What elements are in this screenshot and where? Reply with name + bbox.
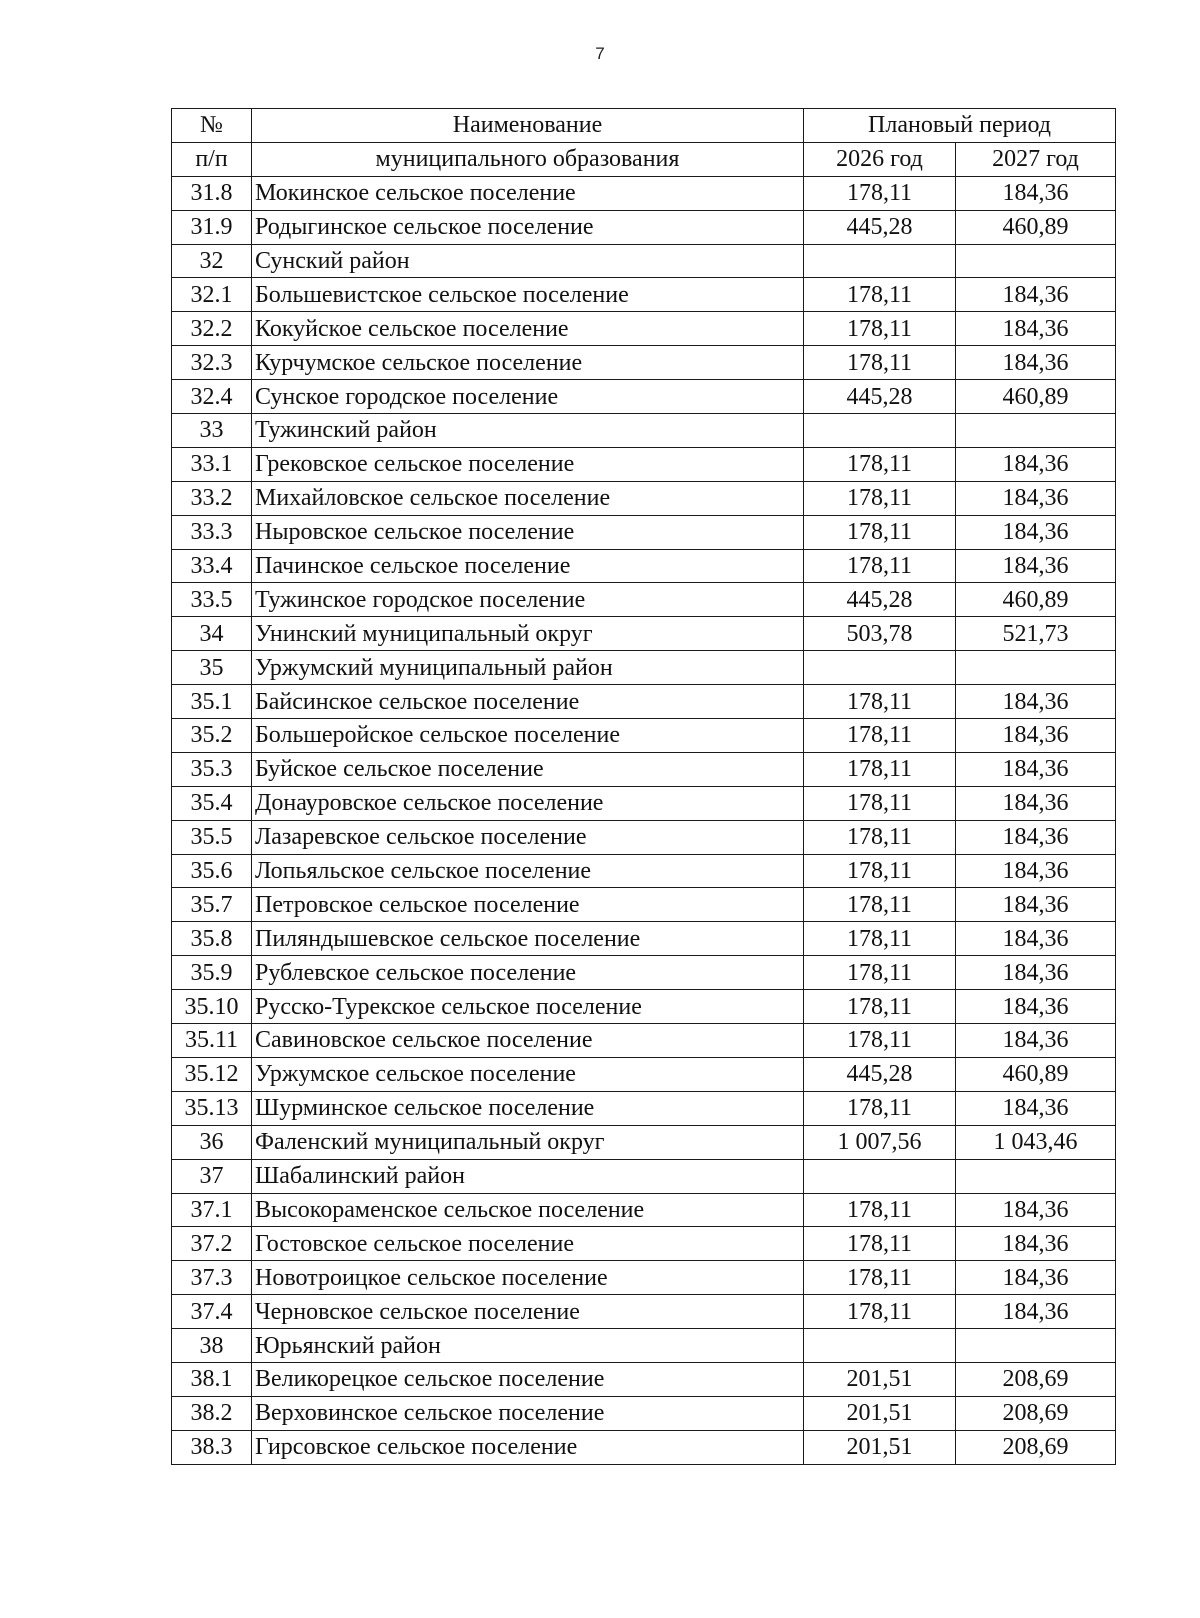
table-row bbox=[172, 922, 1116, 956]
table-row bbox=[172, 888, 1116, 922]
row-number: 33.4 bbox=[172, 549, 252, 583]
row-value-2026: 503,78 bbox=[804, 617, 956, 651]
row-number: 32.4 bbox=[172, 380, 252, 414]
row-value-2026: 178,11 bbox=[804, 1261, 956, 1295]
row-name: Гирсовское сельское поселение bbox=[252, 1430, 804, 1464]
row-value-2027: 184,36 bbox=[956, 820, 1116, 854]
row-value-2026: 201,51 bbox=[804, 1362, 956, 1396]
row-value-2026: 178,11 bbox=[804, 922, 956, 956]
header-year-2026-label: 2026 год bbox=[836, 146, 923, 173]
row-number: 38.1 bbox=[172, 1362, 252, 1396]
row-value-2027: 208,69 bbox=[956, 1362, 1116, 1396]
table-row bbox=[172, 1362, 1116, 1396]
header-name-cell bbox=[252, 109, 804, 143]
row-value-2027 bbox=[956, 414, 1116, 448]
row-name: Савиновское сельское поселение bbox=[252, 1024, 804, 1058]
row-number: 36 bbox=[172, 1125, 252, 1159]
row-number: 32.1 bbox=[172, 278, 252, 312]
table-row bbox=[172, 1261, 1116, 1295]
row-value-2027: 184,36 bbox=[956, 786, 1116, 820]
row-number: 33.5 bbox=[172, 583, 252, 617]
row-value-2027: 184,36 bbox=[956, 990, 1116, 1024]
row-number: 33.1 bbox=[172, 447, 252, 481]
table-row bbox=[172, 481, 1116, 515]
row-number: 34 bbox=[172, 617, 252, 651]
row-value-2026: 178,11 bbox=[804, 854, 956, 888]
table-row bbox=[172, 956, 1116, 990]
row-name: Верховинское сельское поселение bbox=[252, 1396, 804, 1430]
table-row bbox=[172, 176, 1116, 210]
row-value-2027 bbox=[956, 1159, 1116, 1193]
row-number: 38 bbox=[172, 1329, 252, 1363]
header-period-cell bbox=[804, 109, 1116, 143]
row-value-2026 bbox=[804, 1329, 956, 1363]
row-name: Большевистское сельское поселение bbox=[252, 278, 804, 312]
page-number: 7 bbox=[595, 44, 605, 63]
table-row bbox=[172, 651, 1116, 685]
header-year-2026 bbox=[804, 142, 956, 176]
row-value-2026: 178,11 bbox=[804, 956, 956, 990]
row-name: Лопьяльское сельское поселение bbox=[252, 854, 804, 888]
row-value-2026 bbox=[804, 1159, 956, 1193]
row-value-2027: 184,36 bbox=[956, 312, 1116, 346]
row-number: 35.13 bbox=[172, 1091, 252, 1125]
row-name: Петровское сельское поселение bbox=[252, 888, 804, 922]
row-number: 33 bbox=[172, 414, 252, 448]
table-row bbox=[172, 786, 1116, 820]
row-value-2026: 178,11 bbox=[804, 176, 956, 210]
table-row bbox=[172, 1057, 1116, 1091]
table-row bbox=[172, 278, 1116, 312]
row-number: 35.2 bbox=[172, 719, 252, 753]
row-name: Черновское сельское поселение bbox=[252, 1295, 804, 1329]
row-name: Донауровское сельское поселение bbox=[252, 786, 804, 820]
table-row bbox=[172, 1227, 1116, 1261]
row-value-2027: 460,89 bbox=[956, 583, 1116, 617]
row-value-2026: 178,11 bbox=[804, 481, 956, 515]
row-name: Михайловское сельское поселение bbox=[252, 481, 804, 515]
row-number: 35.10 bbox=[172, 990, 252, 1024]
row-number: 35.1 bbox=[172, 685, 252, 719]
row-value-2026: 178,11 bbox=[804, 515, 956, 549]
header-name-cell-2 bbox=[252, 142, 804, 176]
row-number: 35.12 bbox=[172, 1057, 252, 1091]
row-name: Грековское сельское поселение bbox=[252, 447, 804, 481]
row-name: Уржумское сельское поселение bbox=[252, 1057, 804, 1091]
row-value-2026: 178,11 bbox=[804, 346, 956, 380]
table-row bbox=[172, 346, 1116, 380]
row-number: 32.2 bbox=[172, 312, 252, 346]
row-value-2026: 178,11 bbox=[804, 549, 956, 583]
row-name: Шурминское сельское поселение bbox=[252, 1091, 804, 1125]
row-value-2027: 184,36 bbox=[956, 1261, 1116, 1295]
row-number: 31.8 bbox=[172, 176, 252, 210]
row-name: Тужинский район bbox=[252, 414, 804, 448]
row-name: Сунский район bbox=[252, 244, 804, 278]
row-number: 35.11 bbox=[172, 1024, 252, 1058]
table-row bbox=[172, 820, 1116, 854]
row-value-2027: 184,36 bbox=[956, 922, 1116, 956]
row-number: 35.8 bbox=[172, 922, 252, 956]
row-name: Русско-Турекское сельское поселение bbox=[252, 990, 804, 1024]
row-name: Кокуйское сельское поселение bbox=[252, 312, 804, 346]
row-name: Мокинское сельское поселение bbox=[252, 176, 804, 210]
row-value-2027: 1 043,46 bbox=[956, 1125, 1116, 1159]
row-value-2026: 201,51 bbox=[804, 1396, 956, 1430]
row-value-2027: 184,36 bbox=[956, 1024, 1116, 1058]
table-header bbox=[172, 109, 1116, 177]
table-row bbox=[172, 380, 1116, 414]
row-value-2026: 445,28 bbox=[804, 380, 956, 414]
row-value-2026: 178,11 bbox=[804, 312, 956, 346]
row-value-2027: 184,36 bbox=[956, 1091, 1116, 1125]
table-row bbox=[172, 1193, 1116, 1227]
row-value-2026: 178,11 bbox=[804, 278, 956, 312]
row-name: Рублевское сельское поселение bbox=[252, 956, 804, 990]
table-row bbox=[172, 719, 1116, 753]
row-value-2027 bbox=[956, 651, 1116, 685]
row-value-2027: 184,36 bbox=[956, 515, 1116, 549]
header-num-label: № bbox=[200, 112, 223, 139]
row-number: 35.5 bbox=[172, 820, 252, 854]
row-name: Великорецкое сельское поселение bbox=[252, 1362, 804, 1396]
table-row bbox=[172, 1396, 1116, 1430]
row-value-2026: 178,11 bbox=[804, 1091, 956, 1125]
header-num-cell bbox=[172, 109, 252, 143]
row-value-2027: 184,36 bbox=[956, 481, 1116, 515]
row-value-2027: 208,69 bbox=[956, 1430, 1116, 1464]
row-value-2026: 178,11 bbox=[804, 820, 956, 854]
row-value-2027: 184,36 bbox=[956, 1295, 1116, 1329]
row-value-2026: 178,11 bbox=[804, 786, 956, 820]
row-name: Тужинское городское поселение bbox=[252, 583, 804, 617]
row-name: Новотроицкое сельское поселение bbox=[252, 1261, 804, 1295]
row-value-2027: 184,36 bbox=[956, 956, 1116, 990]
table-row bbox=[172, 210, 1116, 244]
header-name-label: Наименование bbox=[452, 112, 603, 139]
row-value-2026: 178,11 bbox=[804, 888, 956, 922]
row-value-2026: 178,11 bbox=[804, 1024, 956, 1058]
row-value-2026 bbox=[804, 414, 956, 448]
row-name: Большеройское сельское поселение bbox=[252, 719, 804, 753]
table-row bbox=[172, 312, 1116, 346]
row-name: Пачинское сельское поселение bbox=[252, 549, 804, 583]
row-value-2027: 184,36 bbox=[956, 752, 1116, 786]
row-value-2026: 178,11 bbox=[804, 447, 956, 481]
allocation-table bbox=[171, 108, 1116, 1465]
row-name: Уржумский муниципальный район bbox=[252, 651, 804, 685]
row-value-2027: 184,36 bbox=[956, 176, 1116, 210]
table-row bbox=[172, 990, 1116, 1024]
row-number: 38.3 bbox=[172, 1430, 252, 1464]
row-name: Гостовское сельское поселение bbox=[252, 1227, 804, 1261]
row-value-2027: 184,36 bbox=[956, 1227, 1116, 1261]
row-value-2026: 178,11 bbox=[804, 1193, 956, 1227]
table-row bbox=[172, 1125, 1116, 1159]
row-number: 32.3 bbox=[172, 346, 252, 380]
row-value-2026: 178,11 bbox=[804, 719, 956, 753]
row-value-2027: 208,69 bbox=[956, 1396, 1116, 1430]
row-number: 37.3 bbox=[172, 1261, 252, 1295]
row-number: 31.9 bbox=[172, 210, 252, 244]
row-number: 35.6 bbox=[172, 854, 252, 888]
row-name: Буйское сельское поселение bbox=[252, 752, 804, 786]
header-year-2027 bbox=[956, 142, 1116, 176]
row-number: 37.4 bbox=[172, 1295, 252, 1329]
table-body bbox=[172, 176, 1116, 1464]
table-row bbox=[172, 549, 1116, 583]
header-num-cell-2 bbox=[172, 142, 252, 176]
row-number: 35.3 bbox=[172, 752, 252, 786]
row-number: 37.1 bbox=[172, 1193, 252, 1227]
row-value-2027: 184,36 bbox=[956, 854, 1116, 888]
table-row bbox=[172, 1295, 1116, 1329]
row-value-2027: 521,73 bbox=[956, 617, 1116, 651]
row-number: 33.2 bbox=[172, 481, 252, 515]
row-name: Пиляндышевское сельское поселение bbox=[252, 922, 804, 956]
row-value-2026 bbox=[804, 244, 956, 278]
row-name: Фаленский муниципальный округ bbox=[252, 1125, 804, 1159]
table-row bbox=[172, 1091, 1116, 1125]
row-name: Юрьянский район bbox=[252, 1329, 804, 1363]
row-value-2027: 184,36 bbox=[956, 278, 1116, 312]
row-number: 35.7 bbox=[172, 888, 252, 922]
table-row bbox=[172, 1159, 1116, 1193]
row-value-2026: 178,11 bbox=[804, 990, 956, 1024]
row-name: Родыгинское сельское поселение bbox=[252, 210, 804, 244]
row-value-2027: 460,89 bbox=[956, 1057, 1116, 1091]
row-value-2027: 184,36 bbox=[956, 346, 1116, 380]
table-row bbox=[172, 685, 1116, 719]
row-number: 35.4 bbox=[172, 786, 252, 820]
row-value-2027: 184,36 bbox=[956, 447, 1116, 481]
row-value-2027: 184,36 bbox=[956, 888, 1116, 922]
row-number: 37 bbox=[172, 1159, 252, 1193]
row-value-2026 bbox=[804, 651, 956, 685]
row-name: Высокораменское сельское поселение bbox=[252, 1193, 804, 1227]
table-row bbox=[172, 854, 1116, 888]
table-row bbox=[172, 617, 1116, 651]
header-name-label-2: муниципального образования bbox=[375, 146, 680, 173]
row-value-2027: 184,36 bbox=[956, 685, 1116, 719]
row-value-2027: 184,36 bbox=[956, 719, 1116, 753]
row-value-2026: 178,11 bbox=[804, 752, 956, 786]
table-row bbox=[172, 1430, 1116, 1464]
row-value-2027 bbox=[956, 1329, 1116, 1363]
row-name: Сунское городское поселение bbox=[252, 380, 804, 414]
row-name: Лазаревское сельское поселение bbox=[252, 820, 804, 854]
table-row bbox=[172, 583, 1116, 617]
row-value-2026: 178,11 bbox=[804, 1227, 956, 1261]
row-value-2027: 460,89 bbox=[956, 210, 1116, 244]
row-value-2027: 184,36 bbox=[956, 549, 1116, 583]
table-row bbox=[172, 1024, 1116, 1058]
row-number: 33.3 bbox=[172, 515, 252, 549]
header-period-label: Плановый период bbox=[868, 112, 1051, 139]
table-row bbox=[172, 414, 1116, 448]
row-value-2027: 460,89 bbox=[956, 380, 1116, 414]
row-name: Унинский муниципальный округ bbox=[252, 617, 804, 651]
header-num-label-2: п/п bbox=[195, 146, 228, 173]
table-row bbox=[172, 515, 1116, 549]
row-name: Шабалинский район bbox=[252, 1159, 804, 1193]
row-name: Курчумское сельское поселение bbox=[252, 346, 804, 380]
table-row bbox=[172, 1329, 1116, 1363]
row-value-2026: 445,28 bbox=[804, 1057, 956, 1091]
table-row bbox=[172, 752, 1116, 786]
table-row bbox=[172, 244, 1116, 278]
row-value-2027 bbox=[956, 244, 1116, 278]
row-number: 38.2 bbox=[172, 1396, 252, 1430]
row-value-2026: 201,51 bbox=[804, 1430, 956, 1464]
row-name: Байсинское сельское поселение bbox=[252, 685, 804, 719]
row-number: 32 bbox=[172, 244, 252, 278]
row-value-2026: 445,28 bbox=[804, 583, 956, 617]
row-value-2026: 1 007,56 bbox=[804, 1125, 956, 1159]
row-value-2026: 445,28 bbox=[804, 210, 956, 244]
row-number: 35 bbox=[172, 651, 252, 685]
row-value-2027: 184,36 bbox=[956, 1193, 1116, 1227]
row-value-2026: 178,11 bbox=[804, 685, 956, 719]
row-number: 35.9 bbox=[172, 956, 252, 990]
row-value-2026: 178,11 bbox=[804, 1295, 956, 1329]
header-year-2027-label: 2027 год bbox=[992, 146, 1079, 173]
table-row bbox=[172, 447, 1116, 481]
row-number: 37.2 bbox=[172, 1227, 252, 1261]
row-name: Ныровское сельское поселение bbox=[252, 515, 804, 549]
